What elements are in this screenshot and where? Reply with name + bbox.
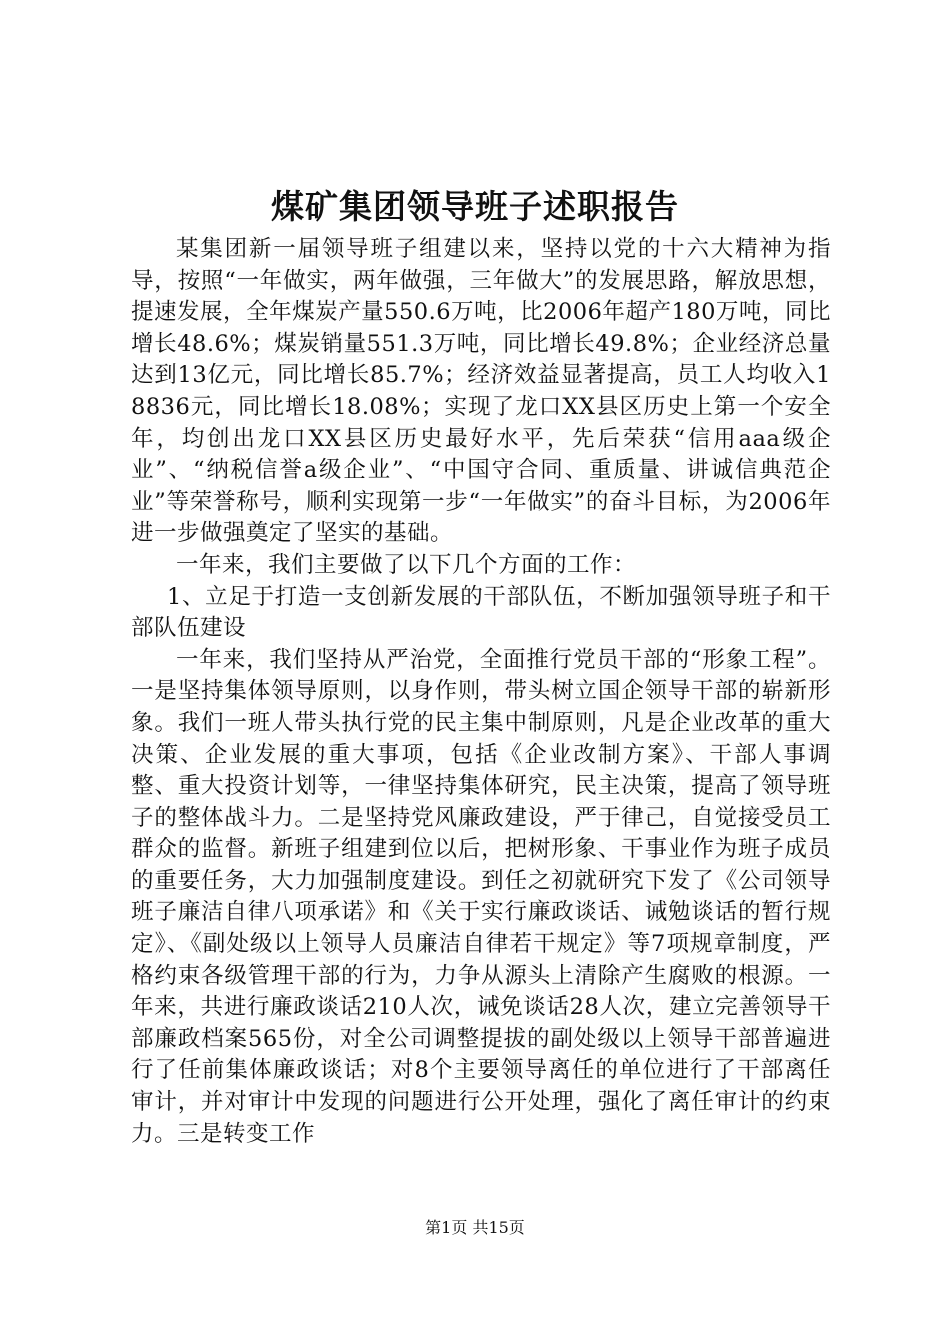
section-1-paragraph: 一年来，我们坚持从严治党，全面推行党员干部的“形象工程”。一是坚持集体领导原则，以身作则，带头树立国企领导干部的崭新形象。我们一班人带头执行党的民主集中制原则，凡是企业改革的重大决策、企业发展的重大事项，包括《企业改制方案》、干部人事调整、重大投资计划等，一律坚持集体研究，民主决策，提高了领导班子的整体战斗力。二是坚持党风廉政建设，严于律己，自觉接受员工群众的监督。新班子组建到位以后，把树形象、干事业作为班子成员的重要任务，大力加强制度建设。到任之初就研究下发了《公司领导班子廉洁自律八项承诺》和《关于实行廉政谈话、诫勉谈话的暂行规定》、《副处级以上领导人员廉洁自律若干规定》等7项规章制度，严格约束各级管理干部的行为，力争从源头上清除产生腐败的根源。一年来，共进行廉政谈话210人次，诫免谈话28人次，建立完善领导干部廉政档案565份，对全公司调整提拔的副处级以上领导干部普遍进行了任前集体廉政谈话；对8个主要领导离任的单位进行了干部离任审计，并对审计中发现的问题进行公开处理，强化了离任审计的约束力。三是转变工作	[131, 646, 831, 1147]
work-overview-paragraph: 一年来，我们主要做了以下几个方面的工作：	[176, 551, 637, 578]
document-title: 煤矿集团领导班子述职报告	[271, 187, 679, 226]
page-footer: 第1页 共15页	[425, 1218, 525, 1237]
document-body	[131, 234, 831, 1150]
section-heading-1: 1、立足于打造一支创新发展的干部队伍，不断加强领导班子和干部队伍建设	[131, 583, 831, 642]
intro-paragraph: 某集团新一届领导班子组建以来，坚持以党的十六大精神为指导，按照“一年做实，两年做强，三年做大”的发展思路，解放思想，提速发展，全年煤炭产量550.6万吨，比2006年超产180万吨，同比增长48.6%；煤炭销量551.3万吨，同比增长49.8%；企业经济总量达到13亿元，同比增长85.7%；经济效益显著提高，员工人均收入18836元，同比增长18.08%；实现了龙口XX县区历史上第一个安全年，均创出龙口XX县区历史最好水平，先后荣获“信用aaa级企业”、“纳税信誉a级企业”、“中国守合同、重质量、讲诚信典范企业”等荣誉称号，顺利实现第一步“一年做实”的奋斗目标，为2006年进一步做强奠定了坚实的基础。	[131, 236, 831, 547]
